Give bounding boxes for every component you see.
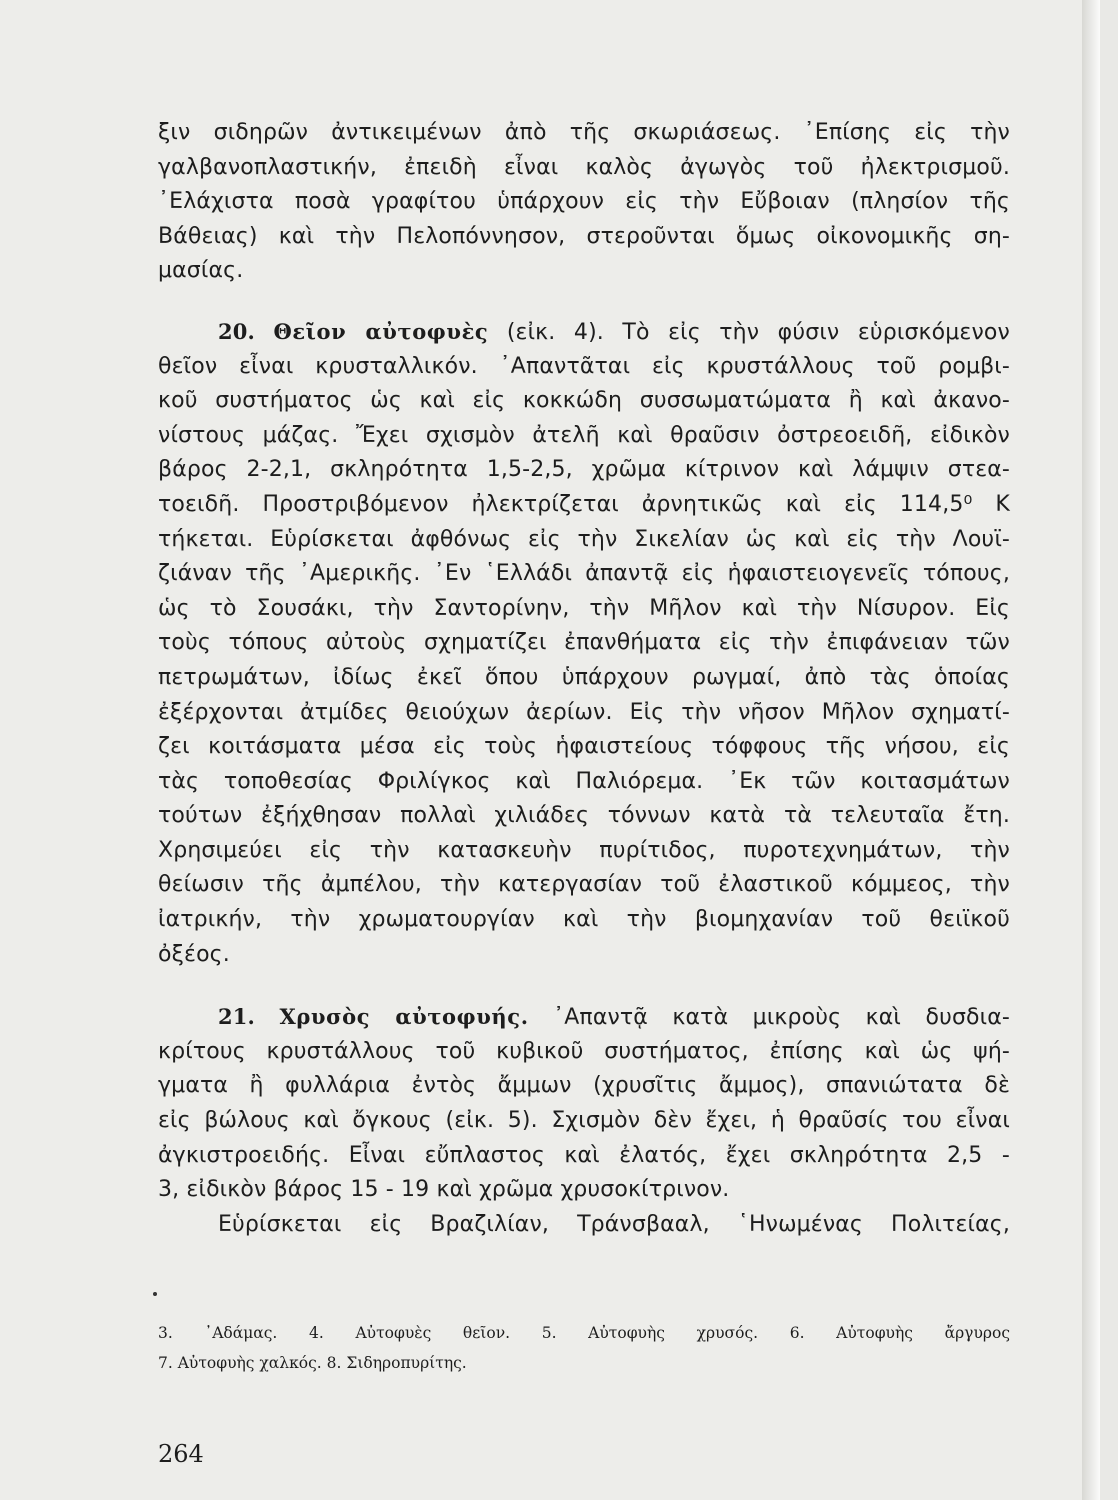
text-line: ἰατρικήν, τὴν χρωματουργίαν καὶ τὴν βιομηχανίαν τοῦ θειϊκοῦ: [158, 907, 1010, 933]
text-line: τούτων ἐξήχθησαν πολλαὶ χιλιάδες τόννων κατὰ τὰ τελευταῖα ἔτη.: [158, 803, 1010, 829]
text-line: ζιάναν τῆς ᾿Αμερικῆς. ᾿Εν ῾Ελλάδι ἀπαντᾷ εἰς ἡφαιστειογενεῖς τόπους,: [158, 561, 1010, 587]
body-text: [158, 116, 1010, 1242]
footnote-line: 7. Αὐτοφυὴς χαλκός. 8. Σιδηροπυρίτης.: [158, 1354, 467, 1372]
section-21-first-line: ᾿Απαντᾷ κατὰ μικροὺς καὶ δυσδια-: [553, 1005, 1011, 1031]
text-line: τὰς τοποθεσίας Φριλίγκος καὶ Παλιόρεμα. ᾿Εκ τῶν κοιτασμάτων: [158, 768, 1010, 794]
text-line: τοὺς τόπους αὐτοὺς σχηματίζει ἐπανθήματα εἰς τὴν ἐπιφάνειαν τῶν: [158, 630, 1010, 656]
text-line: ἐξέρχονται ἀτμίδες θειούχων ἀερίων. Εἰς τὴν νῆσον Μῆλον σχηματί-: [158, 699, 1010, 725]
page-edge-shadow: [1082, 0, 1100, 1500]
section-21-term: Χρυσὸς αὐτοφυής.: [279, 1004, 529, 1030]
text-line: πετρωμάτων, ἰδίως ἐκεῖ ὅπου ὑπάρχουν ρωγμαί, ἀπὸ τὰς ὁποίας: [158, 664, 1010, 690]
section-21-heading-line: [158, 1000, 1010, 1035]
text-line: τήκεται. Εὑρίσκεται ἀφθόνως εἰς τὴν Σικελίαν ὡς καὶ εἰς τὴν Λουϊ-: [158, 526, 1010, 552]
section-21-number: 21.: [218, 1004, 255, 1030]
text-line: ᾿Ελάχιστα ποσὰ γραφίτου ὑπάρχουν εἰς τὴν Εὔβοιαν (πλησίον τῆς: [158, 189, 1010, 215]
section-20-term: Θεῖον αὐτοφυὲς: [273, 318, 489, 344]
section-20-heading-line: [158, 315, 1010, 350]
text-line: ἀγκιστροειδής. Εἶναι εὔπλαστος καὶ ἐλατός, ἔχει σκληρότητα 2,5 -: [158, 1142, 1010, 1168]
text-line: Χρησιμεύει εἰς τὴν κατασκευὴν πυρίτιδος, πυροτεχνημάτων, τὴν: [158, 837, 1010, 863]
text-line: νίστους μάζας. Ἔχει σχισμὸν ἀτελῆ καὶ θραῦσιν ὀστρεοειδῆ, εἰδικὸν: [158, 422, 1010, 448]
text-line: θείωσιν τῆς ἀμπέλου, τὴν κατεργασίαν τοῦ ἐλαστικοῦ κόμμεος, τὴν: [158, 872, 1010, 898]
text-line: τοειδῆ. Προστριβόμενον ἠλεκτρίζεται ἀρνητικῶς καὶ εἰς 114,5⁰ Κ: [158, 491, 1010, 517]
page-number: 264: [158, 1440, 204, 1468]
text-line: μασίας.: [158, 258, 244, 284]
text-line: βάρος 2-2,1, σκληρότητα 1,5-2,5, χρῶμα κίτρινον καὶ λάμψιν στεα-: [158, 457, 1010, 483]
text-line: ὡς τὸ Σουσάκι, τὴν Σαντορίνην, τὴν Μῆλον καὶ τὴν Νίσυρον. Εἰς: [158, 595, 1010, 621]
text-line: γματα ἢ φυλλάρια ἐντὸς ἄμμων (χρυσῖτις ἄμμος), σπανιώτατα δὲ: [158, 1073, 1010, 1099]
text-line: ὀξέος.: [158, 941, 230, 967]
text-line: Βάθειας) καὶ τὴν Πελοπόννησον, στεροῦνται ὅμως οἰκονομικῆς ση-: [158, 223, 1010, 249]
section-20-number: 20.: [218, 318, 255, 344]
text-line: γαλβανοπλαστικήν, ἐπειδὴ εἶναι καλὸς ἀγωγὸς τοῦ ἠλεκτρισμοῦ.: [158, 154, 1010, 180]
footnotes: [158, 1318, 1010, 1378]
text-line: κρίτους κρυστάλλους τοῦ κυβικοῦ συστήματος, ἐπίσης καὶ ὡς ψή-: [158, 1038, 1010, 1064]
text-line: κοῦ συστήματος ὡς καὶ εἰς κοκκώδη συσσωματώματα ἢ καὶ ἀκανο-: [158, 388, 1010, 414]
footnote-line: 3. ᾿Αδάμας. 4. Αὐτοφυὲς θεῖον. 5. Αὐτοφυὴς χρυσός. 6. Αὐτοφυὴς ἄργυρος: [158, 1324, 1010, 1342]
text-line: ζει κοιτάσματα μέσα εἰς τοὺς ἡφαιστείους τόφφους τῆς νήσου, εἰς: [158, 734, 1010, 760]
text-line: ξιν σιδηρῶν ἀντικειμένων ἀπὸ τῆς σκωριάσεως. ᾿Επίσης εἰς τὴν: [158, 120, 1010, 145]
text-line: Εὑρίσκεται εἰς Βραζιλίαν, Τράνσβααλ, ῾Ηνωμένας Πολιτείας,: [218, 1211, 1010, 1237]
footnote-marker: [153, 1292, 157, 1296]
text-line: 3, εἰδικὸν βάρος 15 - 19 καὶ χρῶμα χρυσοκίτρινον.: [158, 1177, 730, 1203]
text-line: εἰς βώλους καὶ ὄγκους (εἰκ. 5). Σχισμὸν δὲν ἔχει, ἡ θραῦσίς του εἶναι: [158, 1108, 1010, 1134]
section-20-first-line: (εἰκ. 4). Τὸ εἰς τὴν φύσιν εὑρισκόμενον: [506, 319, 1010, 345]
text-line: θεῖον εἶναι κρυσταλλικόν. ᾿Απαντᾶται εἰς κρυστάλλους τοῦ ρομβι-: [158, 353, 1010, 379]
